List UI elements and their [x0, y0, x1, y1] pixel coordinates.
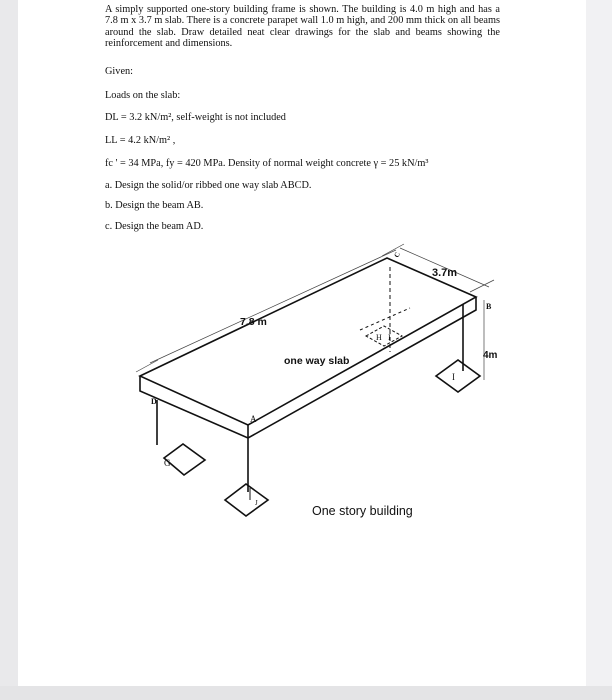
- dim-length-label: 7.8 m: [240, 316, 267, 328]
- node-b-label: B: [486, 302, 492, 311]
- node-d-label: D: [151, 397, 157, 406]
- loads-label: Loads on the slab:: [105, 90, 181, 101]
- dead-load: DL = 3.2 kN/m², self-weight is not included: [105, 112, 286, 123]
- dim-height-label: 4m: [483, 350, 498, 361]
- node-c-label: C: [392, 250, 402, 259]
- node-g-label: G: [164, 458, 171, 468]
- slab-label: one way slab: [284, 355, 350, 367]
- node-i-label: I: [452, 372, 455, 382]
- footing-i: [436, 360, 480, 392]
- material-properties: fc ' = 34 MPa, fy = 420 MPa. Density of normal weight concrete γ = 25 kN/m³: [105, 158, 429, 169]
- node-a-label: A: [250, 414, 257, 424]
- task-c: c. Design the beam AD.: [105, 221, 204, 232]
- node-j-label: J: [255, 499, 258, 507]
- figure-caption: One story building: [312, 504, 413, 518]
- task-b: b. Design the beam AB.: [105, 200, 204, 211]
- node-i2-label: I: [388, 333, 391, 342]
- problem-statement: A simply supported one-story building frame is shown. The building is 4.0 m high and has a 7.8 m x 3.7 m slab. There is a concrete parapet wall 1.0 m high, and 200 mm thick on all beams around the slab. Draw detailed neat clear drawings for the slab and beams showing the reinforcement and dimensions.: [105, 4, 500, 50]
- node-h-label: H: [376, 333, 382, 342]
- task-a: a. Design the solid/or ribbed one way slab ABCD.: [105, 180, 312, 191]
- live-load: LL = 4.2 kN/m² ,: [105, 135, 176, 146]
- footing-j: [225, 484, 268, 516]
- slab-outline: [140, 258, 476, 425]
- dimension-tick-b: [470, 280, 494, 292]
- given-label: Given:: [105, 66, 134, 77]
- dim-width-label: 3.7m: [432, 267, 458, 279]
